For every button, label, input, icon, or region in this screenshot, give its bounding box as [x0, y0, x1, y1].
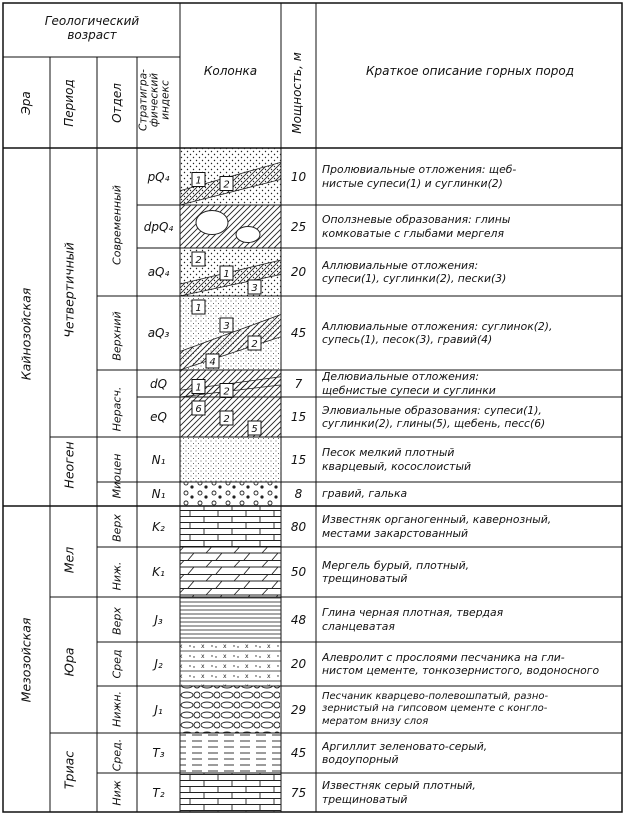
thickness-value: 20 [290, 657, 307, 671]
rock-description [322, 513, 618, 540]
section-modern: Современный [110, 185, 124, 265]
section-lower-j: Нижн. [110, 690, 124, 728]
description-line: Песок мелкий плотный [322, 446, 455, 459]
thickness-value: 75 [290, 785, 307, 800]
strat-index: J₃ [154, 612, 163, 627]
description-line: Алевролит с прослоями песчаника на гли- [322, 650, 565, 664]
description-line: гравий, галька [322, 487, 408, 501]
rock-column-cell [180, 205, 281, 248]
thickness-value: 45 [290, 326, 307, 340]
strat-index: K₁ [152, 565, 165, 579]
rock-pattern [180, 686, 281, 733]
description-line: местами закарстованный [322, 526, 469, 540]
component-number: 1 [195, 175, 202, 187]
header-description: Краткое описание горных пород [366, 64, 574, 78]
rock-column-cell [180, 296, 281, 370]
period-triassic: Триас [61, 750, 77, 790]
strat-index: dQ [149, 376, 168, 391]
component-number: 1 [195, 303, 202, 314]
header-section: Отдел [110, 83, 124, 123]
description-line: комковатые с глыбами мергеля [322, 226, 504, 240]
description-line: Элювиальные образования: супеси(1), [322, 403, 542, 417]
component-number: 2 [223, 414, 230, 425]
rock-pattern [180, 597, 281, 642]
rock-description [322, 487, 618, 501]
marl-block [196, 211, 228, 235]
rock-column-cell [180, 686, 281, 733]
rock-pattern [180, 642, 281, 686]
description-line: Пролювиальные отложения: щеб- [322, 163, 517, 176]
rock-column-cell [180, 148, 281, 205]
description-line: трещиноватый [322, 572, 408, 585]
thickness-value: 29 [290, 702, 307, 717]
rock-description [322, 606, 618, 633]
component-number: 5 [251, 424, 258, 435]
rock-column-cell [180, 597, 281, 642]
section-middle-j: Сред [110, 649, 124, 679]
era-cenozoic: Кайнозойская [18, 287, 34, 381]
thickness-value: 80 [290, 519, 307, 534]
component-number: 3 [251, 283, 258, 294]
thickness-value: 45 [290, 746, 307, 760]
rock-pattern [180, 506, 281, 547]
description-line: Глина черная плотная, твердая [322, 606, 504, 619]
component-number: 2 [251, 339, 258, 350]
rock-column-cell [180, 248, 281, 296]
header-thickness: Мощность, м [290, 52, 304, 134]
strat-index: T₂ [152, 785, 165, 800]
description-line: супеси(1), суглинки(2), пески(3) [322, 272, 507, 285]
rock-column-cell [180, 733, 281, 773]
strat-index: aQ₃ [147, 326, 170, 340]
component-number: 1 [195, 382, 202, 394]
description-line: мератом внизу слоя [322, 715, 429, 727]
component-number: 2 [195, 255, 202, 266]
period-neogene: Неоген [61, 441, 77, 489]
thickness-value: 20 [290, 265, 307, 279]
component-number: 3 [223, 321, 230, 332]
description-line: трещиноватый [322, 792, 408, 806]
rock-description [322, 320, 618, 347]
component-number: 1 [223, 269, 230, 280]
rock-description [322, 779, 618, 806]
description-line: Делювиальные отложения: [322, 370, 479, 383]
section-undivided: Нерасч. [110, 386, 124, 432]
description-line: сланцеватая [322, 619, 395, 633]
strat-index: J₂ [154, 657, 163, 671]
component-number: 2 [223, 179, 230, 191]
thickness-value: 8 [294, 487, 303, 501]
description-line: Известняк органогенный, кавернозный, [322, 513, 552, 526]
period-cretaceous: Мел [61, 546, 77, 574]
description-line: водоупорный [322, 753, 399, 766]
rock-pattern [180, 205, 281, 248]
rock-pattern [180, 773, 281, 812]
rock-description [322, 651, 618, 678]
rock-pattern [180, 437, 281, 482]
rock-description [322, 740, 618, 767]
rock-column-cell [180, 547, 281, 597]
thickness-value: 25 [290, 219, 307, 234]
description-line: Оползневые образования: глины [322, 213, 511, 226]
section-lower-t: Ниж [110, 780, 124, 806]
description-line: Аллювиальные отложения: [322, 258, 479, 272]
rock-description [322, 213, 618, 240]
strat-index: N₁ [151, 452, 166, 467]
section-upper-j: Верх [110, 607, 124, 635]
description-line: Аллювиальные отложения: суглинок(2), [322, 319, 553, 333]
rock-column-cell [180, 437, 281, 482]
thickness-value: 48 [290, 612, 307, 627]
rock-column-cell [180, 482, 281, 506]
rock-column-cell [180, 397, 281, 437]
component-number: 2 [223, 386, 230, 398]
thickness-value: 50 [290, 565, 307, 579]
section-upper-q: Верхний [110, 311, 124, 361]
strat-index: N₁ [151, 487, 166, 501]
description-line: супесь(1), песок(3), гравий(4) [322, 333, 493, 346]
rock-description [322, 259, 618, 286]
description-line: зернистый на гипсовом цементе с конгло- [322, 703, 548, 715]
rock-column-cell [180, 642, 281, 686]
rock-pattern [180, 733, 281, 773]
description-line: нистом цементе, тонкозернистого, водоносного [322, 664, 600, 677]
strat-index: T₃ [152, 746, 165, 760]
rock-column-cell [180, 506, 281, 547]
rock-description [322, 446, 618, 473]
thickness-value: 10 [290, 169, 307, 184]
thickness-value: 15 [290, 410, 307, 424]
description-line: нистые супеси(1) и суглинки(2) [322, 176, 503, 190]
section-upper-k: Верх [110, 514, 124, 542]
section-lower-k: Ниж. [110, 561, 124, 591]
period-quaternary: Четвертичный [61, 242, 77, 338]
strat-index: J₁ [154, 702, 163, 717]
rock-column-cell [180, 370, 281, 398]
component-number: 4 [209, 357, 216, 368]
header-era: Эра [19, 91, 33, 115]
section-miocene: Миоцен [110, 453, 124, 499]
description-line: Мергель бурый, плотный, [322, 558, 470, 572]
header-column: Колонка [203, 64, 258, 78]
description-line: суглинки(2), глины(5), щебень, песс(6) [322, 417, 546, 430]
rock-column-cell [180, 773, 281, 812]
description-line: Аргиллит зеленовато-серый, [322, 739, 488, 753]
rock-description [322, 559, 618, 586]
strat-index: pQ₄ [147, 169, 170, 184]
rock-description [322, 163, 618, 190]
marl-block [236, 227, 260, 243]
strat-index: aQ₄ [147, 265, 170, 279]
rock-description [322, 404, 618, 431]
header-strat-index: Стратигра-фический индекс [137, 69, 172, 131]
header-geo-age: Геологический возраст [44, 14, 140, 42]
thickness-value: 15 [290, 452, 307, 467]
rock-description [322, 370, 618, 397]
description-line: кварцевый, косослоистый [322, 459, 472, 473]
strat-index: eQ [150, 410, 167, 424]
period-jurassic: Юра [61, 647, 77, 677]
component-number: 6 [195, 404, 202, 415]
strat-index: K₂ [152, 519, 165, 534]
header-period: Период [62, 79, 76, 127]
rock-description [322, 691, 618, 729]
description-line: Песчаник кварцево-полевошпатый, разно- [322, 690, 549, 702]
section-middle-t: Сред. [110, 738, 124, 772]
description-line: Известняк серый плотный, [322, 779, 476, 792]
era-mesozoic: Мезозойская [18, 617, 34, 703]
description-line: щебнистые супеси и суглинки [322, 383, 496, 397]
strat-index: dpQ₄ [143, 219, 174, 234]
rock-pattern [180, 482, 281, 506]
rock-pattern [180, 547, 281, 597]
thickness-value: 7 [294, 376, 303, 391]
